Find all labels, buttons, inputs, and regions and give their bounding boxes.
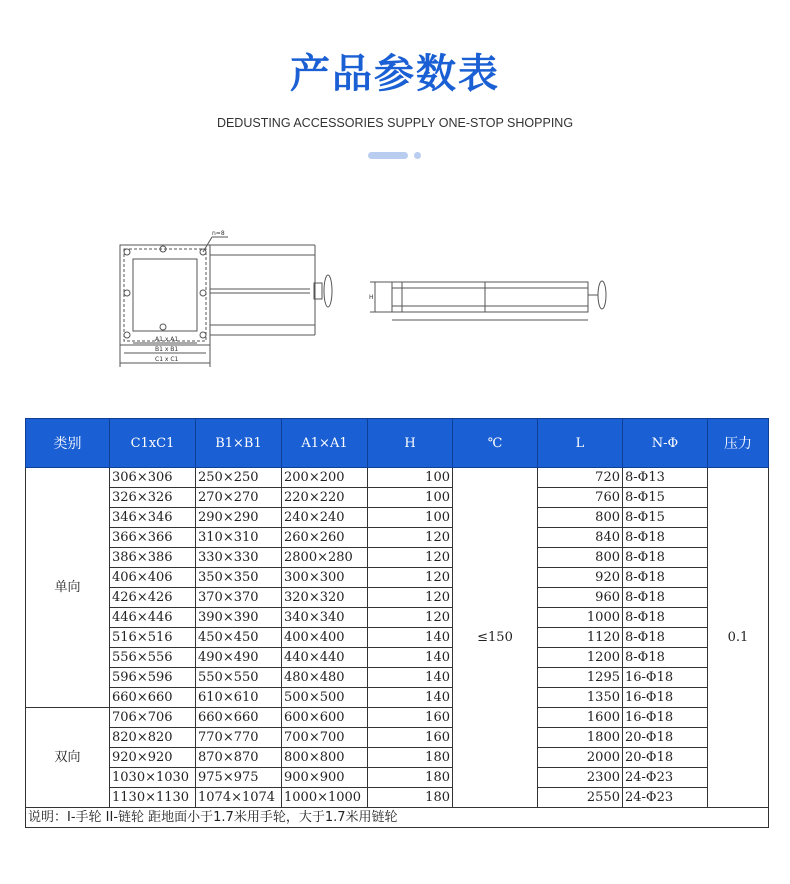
table-row [26, 748, 769, 768]
cell-h: 120 [368, 548, 453, 568]
cell-b1: 310×310 [196, 528, 282, 548]
cell-b1: 350×350 [196, 568, 282, 588]
header-a1: A1×A1 [282, 419, 368, 468]
table-row [26, 548, 769, 568]
header-n-phi: N-Φ [623, 419, 708, 468]
cell-b1: 330×330 [196, 548, 282, 568]
side-view-body [392, 282, 588, 312]
cell-h: 120 [368, 528, 453, 548]
cell-a1: 260×260 [282, 528, 368, 548]
cell-h: 140 [368, 668, 453, 688]
divider-dot [414, 152, 421, 159]
cell-c1: 406×406 [110, 568, 196, 588]
cell-l: 800 [538, 508, 623, 528]
cell-c1: 1030×1030 [110, 768, 196, 788]
cell-n-phi: 8-Φ18 [623, 548, 708, 568]
cell-l: 800 [538, 548, 623, 568]
label-c: C1 x C1 [155, 356, 179, 363]
opening [133, 259, 197, 331]
cell-b1: 450×450 [196, 628, 282, 648]
parameter-table [25, 418, 769, 828]
cell-h: 140 [368, 648, 453, 668]
cell-n-phi: 8-Φ18 [623, 628, 708, 648]
cell-l: 1295 [538, 668, 623, 688]
header-h: H [368, 419, 453, 468]
cell-l: 1350 [538, 688, 623, 708]
cell-n-phi: 20-Φ18 [623, 748, 708, 768]
cell-b1: 660×660 [196, 708, 282, 728]
cell-l: 920 [538, 568, 623, 588]
label-h: H [369, 294, 374, 301]
cell-n-phi: 24-Φ23 [623, 768, 708, 788]
cell-b1: 870×870 [196, 748, 282, 768]
cell-a1: 400×400 [282, 628, 368, 648]
header-category: 类别 [26, 419, 110, 468]
table-row [26, 688, 769, 708]
cell-a1: 2800×280 [282, 548, 368, 568]
cell-b1: 390×390 [196, 608, 282, 628]
cell-h: 160 [368, 708, 453, 728]
cell-b1: 370×370 [196, 588, 282, 608]
cell-n-phi: 8-Φ18 [623, 608, 708, 628]
bolt-hole [160, 324, 166, 330]
cell-c1: 706×706 [110, 708, 196, 728]
table-row [26, 728, 769, 748]
cell-n-phi: 16-Φ18 [623, 688, 708, 708]
label-b: B1 x B1 [155, 346, 179, 353]
cell-a1: 900×900 [282, 768, 368, 788]
cell-h: 180 [368, 748, 453, 768]
bolt-hole [200, 290, 206, 296]
table-row [26, 508, 769, 528]
header-l: L [538, 419, 623, 468]
page-subtitle: DEDUSTING ACCESSORIES SUPPLY ONE-STOP SHOPPING [216, 116, 574, 130]
cell-b1: 770×770 [196, 728, 282, 748]
table-row [26, 648, 769, 668]
cell-c1: 386×386 [110, 548, 196, 568]
bolt-hole [124, 332, 130, 338]
cell-h: 120 [368, 568, 453, 588]
cell-l: 720 [538, 468, 623, 488]
cell-c1: 516×516 [110, 628, 196, 648]
cell-a1: 220×220 [282, 488, 368, 508]
table-row [26, 488, 769, 508]
cell-n-phi: 8-Φ13 [623, 468, 708, 488]
table-row [26, 588, 769, 608]
table-row [26, 468, 769, 488]
cell-c1: 306×306 [110, 468, 196, 488]
category-cell: 双向 [26, 708, 110, 808]
cell-h: 160 [368, 728, 453, 748]
side-handwheel [598, 281, 606, 309]
cell-b1: 1074×1074 [196, 788, 282, 808]
cell-n-phi: 8-Φ15 [623, 488, 708, 508]
cell-l: 760 [538, 488, 623, 508]
cell-a1: 800×800 [282, 748, 368, 768]
cell-l: 960 [538, 588, 623, 608]
cell-c1: 660×660 [110, 688, 196, 708]
cell-a1: 320×320 [282, 588, 368, 608]
page-title: 产品参数表 [290, 51, 500, 97]
cell-a1: 340×340 [282, 608, 368, 628]
cell-h: 120 [368, 588, 453, 608]
table-row [26, 628, 769, 648]
cell-c1: 326×326 [110, 488, 196, 508]
cell-c1: 1130×1130 [110, 788, 196, 808]
cell-n-phi: 8-Φ15 [623, 508, 708, 528]
cell-n-phi: 8-Φ18 [623, 588, 708, 608]
cell-l: 2000 [538, 748, 623, 768]
title-divider [368, 152, 428, 160]
flange-inner-dashed [124, 249, 206, 341]
cell-h: 180 [368, 788, 453, 808]
table-row [26, 708, 769, 728]
cell-h: 180 [368, 768, 453, 788]
bolt-hole [200, 332, 206, 338]
table-row [26, 788, 769, 808]
cell-c1: 556×556 [110, 648, 196, 668]
header-temperature: ℃ [453, 419, 538, 468]
table-row [26, 668, 769, 688]
cell-a1: 600×600 [282, 708, 368, 728]
cell-b1: 550×550 [196, 668, 282, 688]
cell-a1: 440×440 [282, 648, 368, 668]
cell-c1: 366×366 [110, 528, 196, 548]
cell-h: 140 [368, 688, 453, 708]
cell-c1: 446×446 [110, 608, 196, 628]
cell-a1: 700×700 [282, 728, 368, 748]
cell-l: 2550 [538, 788, 623, 808]
cell-b1: 490×490 [196, 648, 282, 668]
cell-a1: 300×300 [282, 568, 368, 588]
cell-b1: 250×250 [196, 468, 282, 488]
label-n: n=8 [212, 230, 225, 237]
cell-l: 1000 [538, 608, 623, 628]
cell-c1: 920×920 [110, 748, 196, 768]
cell-c1: 426×426 [110, 588, 196, 608]
cell-n-phi: 24-Φ23 [623, 788, 708, 808]
table-row [26, 608, 769, 628]
header-row [26, 419, 769, 468]
table-row [26, 768, 769, 788]
cell-c1: 596×596 [110, 668, 196, 688]
cell-a1: 240×240 [282, 508, 368, 528]
table-row [26, 528, 769, 548]
cell-n-phi: 16-Φ18 [623, 668, 708, 688]
cell-a1: 200×200 [282, 468, 368, 488]
cell-l: 1120 [538, 628, 623, 648]
cell-n-phi: 8-Φ18 [623, 568, 708, 588]
table-note: 说明：I-手轮 II-链轮 距地面小于1.7米用手轮，大于1.7米用链轮 [26, 808, 769, 828]
cell-pressure: 0.1 [708, 468, 769, 808]
cell-a1: 500×500 [282, 688, 368, 708]
cell-c1: 820×820 [110, 728, 196, 748]
cell-a1: 1000×1000 [282, 788, 368, 808]
cell-l: 1800 [538, 728, 623, 748]
bolt-hole [124, 249, 130, 255]
cell-h: 100 [368, 488, 453, 508]
cell-b1: 290×290 [196, 508, 282, 528]
cell-l: 840 [538, 528, 623, 548]
cell-b1: 610×610 [196, 688, 282, 708]
cell-l: 1600 [538, 708, 623, 728]
cell-h: 100 [368, 508, 453, 528]
divider-bar [368, 152, 408, 159]
cell-n-phi: 20-Φ18 [623, 728, 708, 748]
note-row [26, 808, 769, 828]
cell-n-phi: 8-Φ18 [623, 648, 708, 668]
cell-l: 2300 [538, 768, 623, 788]
cell-temperature: ≤150 [453, 468, 538, 808]
header-c1: C1xC1 [110, 419, 196, 468]
cell-h: 100 [368, 468, 453, 488]
table-row [26, 568, 769, 588]
cell-h: 120 [368, 608, 453, 628]
header-pressure: 压力 [708, 419, 769, 468]
category-cell: 单向 [26, 468, 110, 708]
cell-h: 140 [368, 628, 453, 648]
cell-n-phi: 16-Φ18 [623, 708, 708, 728]
technical-drawing [100, 225, 620, 375]
cell-b1: 270×270 [196, 488, 282, 508]
cell-a1: 480×480 [282, 668, 368, 688]
cell-l: 1200 [538, 648, 623, 668]
label-a: A1 x A1 [155, 336, 179, 343]
cell-c1: 346×346 [110, 508, 196, 528]
cell-b1: 975×975 [196, 768, 282, 788]
bolt-hole [124, 290, 130, 296]
cell-n-phi: 8-Φ18 [623, 528, 708, 548]
handwheel [324, 275, 332, 307]
header-b1: B1×B1 [196, 419, 282, 468]
